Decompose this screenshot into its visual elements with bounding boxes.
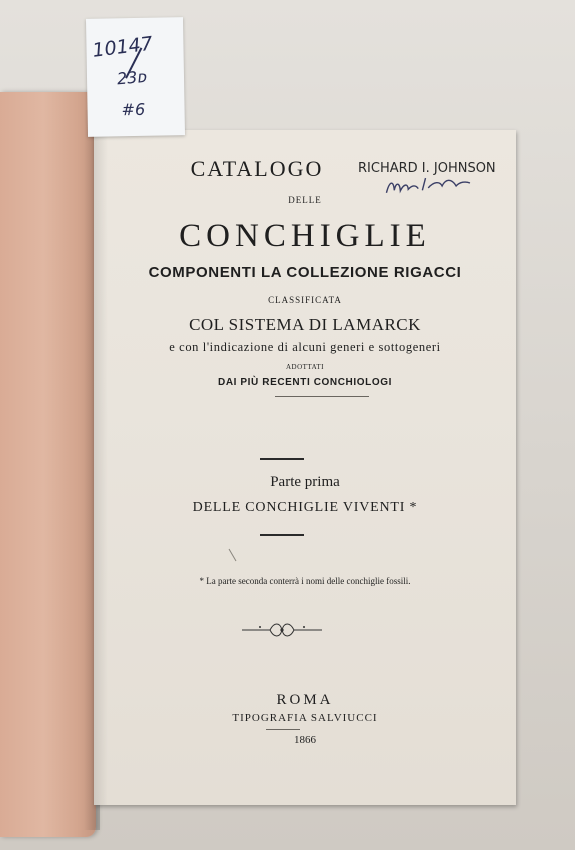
tag-number: 10147: [91, 32, 155, 62]
title-page: [94, 130, 516, 805]
system-line: COL SISTEMA DI LAMARCK: [189, 315, 421, 334]
imprint-rule: [266, 729, 300, 730]
ornament-icon: [240, 620, 324, 640]
tag-item: #6: [121, 99, 146, 120]
collection-subtitle: COMPONENTI LA COLLEZIONE RIGACCI: [148, 264, 462, 281]
part-heading: Parte prima: [270, 474, 340, 490]
delle-label: DELLE: [288, 195, 322, 205]
part-subtitle: DELLE CONCHIGLIE VIVENTI *: [192, 500, 418, 515]
footnote: * La parte seconda conterrà i nomi delle conchiglie fossili.: [199, 576, 411, 586]
catalogo-heading: CATALOGO: [190, 156, 324, 181]
heavy-rule-top: [260, 458, 304, 460]
main-title: CONCHIGLIE: [179, 218, 431, 254]
classificata-label: CLASSIFICATA: [268, 295, 342, 305]
owner-stamp: RICHARD I. JOHNSON: [358, 161, 496, 176]
tag-code: 23ᴅ: [116, 66, 148, 89]
heavy-rule-bottom: [260, 534, 304, 536]
adottati-label: ADOTTATI: [285, 363, 325, 371]
city-imprint: ROMA: [276, 692, 334, 708]
conchiologi-line: DAI PIÙ RECENTI CONCHIOLOGI: [218, 377, 392, 388]
left-page: [0, 92, 96, 837]
year-imprint: 1866: [294, 734, 316, 746]
indication-line: e con l'indicazione di alcuni generi e sottogeneri: [169, 340, 441, 354]
thin-rule: [275, 396, 369, 397]
library-tag: [86, 17, 185, 137]
pencil-mark: [229, 549, 237, 562]
printer-imprint: TIPOGRAFIA SALVIUCCI: [232, 712, 378, 724]
